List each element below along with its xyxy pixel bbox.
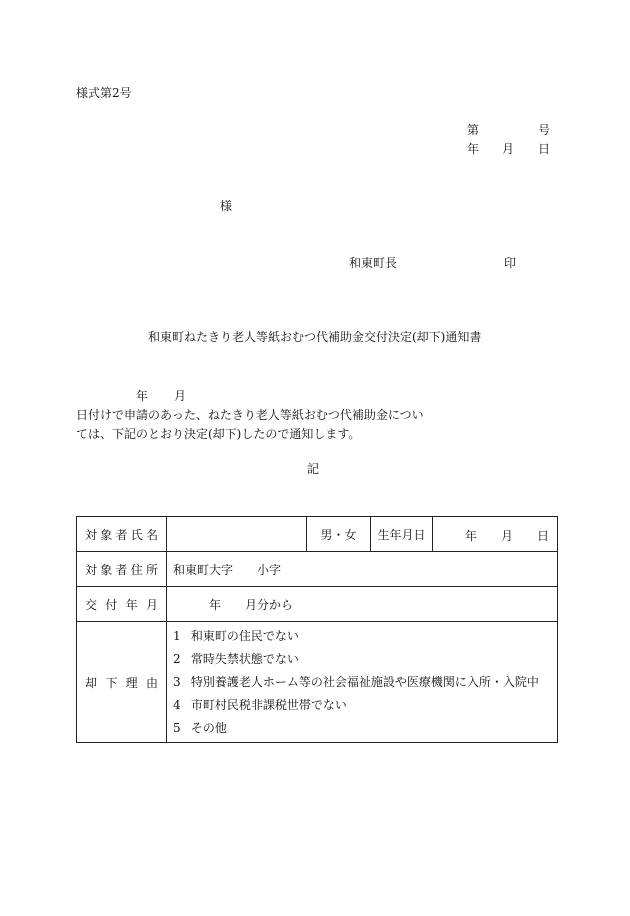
grant-year: 年 [209, 597, 222, 612]
date-month: 月 [502, 142, 515, 156]
body-text [76, 387, 556, 444]
reason-text: 和東町の住民でない [190, 628, 299, 643]
ki-heading: 記 [307, 462, 320, 476]
body-line-2: ては、下記のとおり決定(却下)したので通知します。 [76, 427, 361, 441]
table-row [77, 517, 558, 552]
form-number: 様式第2号 [76, 86, 132, 100]
grant-value-cell[interactable] [167, 587, 558, 622]
info-table [76, 516, 558, 743]
reason-number: 1 [173, 628, 181, 643]
body-line-1-rest: 日付けで申請のあった、ねたきり老人等紙おむつ代補助金につい [76, 408, 424, 422]
table-row [77, 587, 558, 622]
date-day: 日 [538, 142, 551, 156]
birth-label: 生年月日 [371, 517, 433, 552]
date-year: 年 [467, 142, 480, 156]
table-row [77, 622, 558, 743]
list-item[interactable] [173, 625, 557, 648]
list-item[interactable] [173, 671, 557, 694]
reason-text: 常時失禁状態でない [190, 651, 299, 666]
birth-year: 年 [465, 529, 478, 543]
reject-label: 却下理由 [77, 622, 167, 743]
grant-label: 交付年月 [77, 587, 167, 622]
reason-number: 5 [173, 720, 181, 735]
list-item[interactable] [173, 717, 557, 740]
birth-month: 月 [501, 529, 514, 543]
reason-text: 特別養護老人ホーム等の社会福祉施設や医療機関に入所・入院中 [190, 674, 539, 689]
reason-number: 3 [173, 674, 181, 689]
issuer-name: 和東町長 [349, 256, 398, 270]
address-koaza: 小字 [257, 562, 282, 577]
body-line-1 [76, 387, 556, 425]
table-row [77, 552, 558, 587]
reason-number: 2 [173, 651, 181, 666]
document-number-prefix: 第 [467, 123, 480, 137]
name-label: 対象者氏名 [77, 517, 167, 552]
list-item[interactable] [173, 694, 557, 717]
reason-text: その他 [190, 720, 227, 735]
seal-mark: 印 [504, 256, 517, 270]
document-title: 和東町ねたきり老人等紙おむつ代補助金交付決定(却下)通知書 [148, 330, 482, 344]
list-item[interactable] [173, 648, 557, 671]
reject-reasons-list [167, 625, 557, 740]
body-year: 年 [136, 389, 149, 403]
reason-number: 4 [173, 697, 181, 712]
grant-month-from: 月分から [245, 597, 294, 612]
address-prefix: 和東町大字 [173, 562, 234, 577]
birth-day: 日 [537, 529, 550, 543]
sex-cell[interactable]: 男・女 [307, 517, 371, 552]
address-label: 対象者住所 [77, 552, 167, 587]
addressee-honorific: 様 [220, 199, 233, 213]
document-number-suffix: 号 [538, 123, 551, 137]
name-value-cell[interactable] [167, 517, 307, 552]
address-value-cell[interactable] [167, 552, 558, 587]
birth-date-cell[interactable] [433, 517, 558, 552]
reject-reasons-cell [167, 622, 558, 743]
body-month: 月 [174, 389, 187, 403]
reason-text: 市町村民税非課税世帯でない [190, 697, 347, 712]
